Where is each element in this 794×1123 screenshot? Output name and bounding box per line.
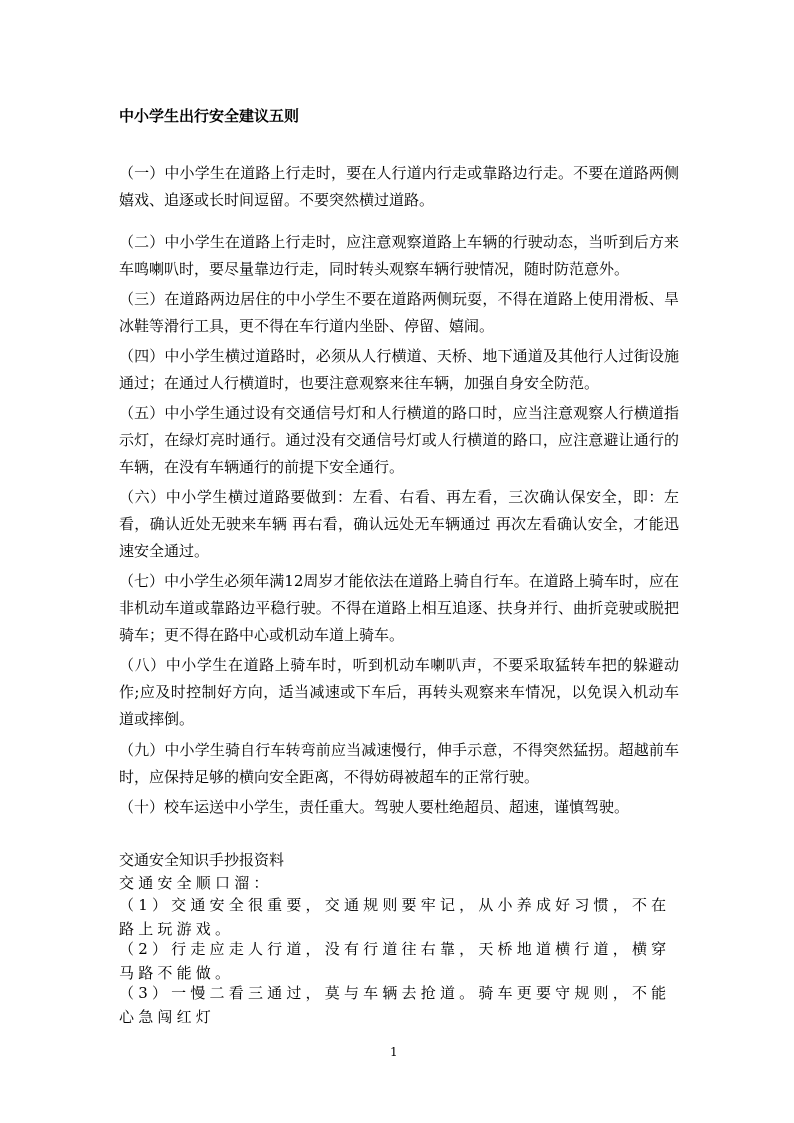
rhyme-1: （1）交通安全很重要，交通规则要牢记，从小养成好习惯，不在路上玩游戏。	[119, 896, 671, 938]
rhyme-3: （3）一慢二看三通过，莫与车辆去抢道。骑车更要守规则，不能心急闯红灯	[119, 984, 671, 1026]
rhyme-heading: 交通安全顺口溜：	[119, 874, 273, 892]
paragraph-4: （四）中小学生横过道路时，必须从人行横道、天桥、地下通道及其他行人过街设施通过；在通过人行横道时，也要注意观察来往车辆，加强自身安全防范。	[119, 347, 679, 392]
page-number: 1	[390, 1045, 398, 1059]
paragraph-5: （五）中小学生通过设有交通信号灯和人行横道的路口时，应当注意观察人行横道指示灯，在绿灯亮时通行。通过没有交通信号灯或人行横道的路口，应注意避让通行的车辆，在没有车辆通行的前提下安全通行。	[119, 404, 679, 476]
paragraph-8: （八）中小学生在道路上骑车时，听到机动车喇叭声，不要采取猛转车把的躲避动作;应及时控制好方向，适当减速或下车后，再转头观察来车情况，以免误入机动车道或摔倒。	[119, 656, 679, 728]
paragraph-1: （一）中小学生在道路上行走时，要在人行道内行走或靠路边行走。不要在道路两侧嬉戏、追逐或长时间逗留。不要突然横过道路。	[119, 164, 679, 209]
document-title: 中小学生出行安全建议五则	[119, 107, 300, 125]
paragraph-10: （十）校车运送中小学生，责任重大。驾驶人要杜绝超员、超速，谨慎驾驶。	[119, 798, 630, 816]
paragraph-7: （七）中小学生必须年满12周岁才能依法在道路上骑自行车。在道路上骑车时，应在非机动车道或靠路边平稳行驶。不得在道路上相互追逐、扶身并行、曲折竞驶或脱把骑车；更不得在路中心或机动车道上骑车。	[119, 572, 679, 644]
paragraph-2: （二）中小学生在道路上行走时，应注意观察道路上车辆的行驶动态，当听到后方来车鸣喇叭时，要尽量靠边行走，同时转头观察车辆行驶情况，随时防范意外。	[119, 233, 679, 278]
paragraph-9: （九）中小学生骑自行车转弯前应当减速慢行，伸手示意，不得突然猛拐。超越前车时，应保持足够的横向安全距离，不得妨碍被超车的正常行驶。	[119, 741, 679, 786]
section-title: 交通安全知识手抄报资料	[119, 851, 285, 869]
paragraph-6: （六）中小学生横过道路要做到：左看、右看、再左看，三次确认保安全，即：左看，确认近处无驶来车辆 再右看，确认远处无车辆通过 再次左看确认安全，才能迅速安全通过。	[119, 488, 679, 560]
rhyme-2: （2）行走应走人行道，没有行道往右靠，天桥地道横行道，横穿马路不能做。	[119, 940, 671, 982]
paragraph-3: （三）在道路两边居住的中小学生不要在道路两侧玩耍，不得在道路上使用滑板、旱冰鞋等滑行工具，更不得在车行道内坐卧、停留、嬉闹。	[119, 290, 679, 335]
